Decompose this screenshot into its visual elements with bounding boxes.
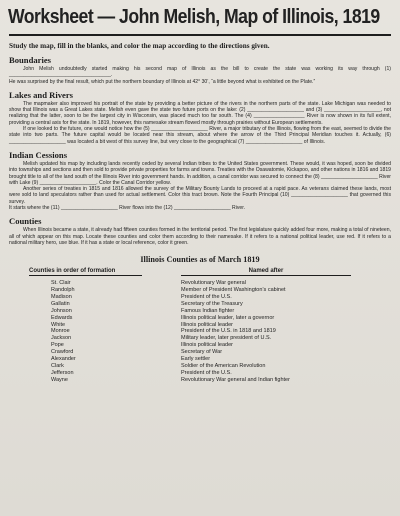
- named-after-list: [181, 280, 391, 383]
- county-namesake: Illinois political leader: [181, 321, 233, 328]
- county-namesake: Secretary of War: [181, 349, 223, 356]
- county-name: Madison: [51, 294, 72, 301]
- cessions-paragraph-2: Another series of treaties in 1815 and 1816 allowed the survey of the Military Bounty Lands to proceed at a rapid pace. As veterans claimed these lands, most were sold to land speculators rather than used for actual settlement. Color this tract brown. Note the Fourth Principal (10) ____________________ that governed this survey.: [9, 186, 391, 205]
- cessions-paragraph-1: Melish updated his map by including lands recently ceded by several Indian tribes to the United States government. These would, it was hoped, soon be divided into townships and sections and then sold to provide private properties for farms and towns. Treaties with the Osawatomie, Kickapoo, and other nations in 1816 and 1819 brought title to all of the land south of the Illinois River into government hands. In addition, a canal corridor was secured to connect the (8) ____________________ River with Lake (9) ____________________. Color the Canal Corridor yellow.: [9, 160, 391, 186]
- county-name: St. Clair: [51, 280, 71, 287]
- county-name: Jefferson: [51, 369, 74, 376]
- county-namesake: Military leader, later president of U.S.: [181, 335, 272, 342]
- lakes-paragraph-2: If one looked to the future, one would notice how the (5) ____________________ River, a major tributary of the Illinois, flowing from the east, seemed to divide the state into two parts. The future capital would be located near this stream, about where the arrow of the Third Principal Meridian touches it. Actually, (6) ____________________ was located a bit west of this survey line, but very close to the geographical (7) ____________________ of Illinois.: [9, 126, 391, 145]
- county-namesake: Revolutionary War general: [181, 280, 246, 287]
- county-name: Edwards: [51, 314, 73, 321]
- county-namesake: Member of President Washington’s cabinet: [181, 287, 286, 294]
- cessions-paragraph-3: It starts where the (11) ____________________ River flows into the (12) ____________________ River.: [9, 205, 246, 212]
- county-list: [29, 280, 179, 383]
- named-after-column: [179, 268, 391, 383]
- county-table: [9, 268, 391, 383]
- section-heading-indian-cessions: Indian Cessions: [9, 149, 68, 160]
- county-name: Gallatin: [51, 300, 70, 307]
- county-column: [9, 268, 179, 383]
- county-namesake: President of the U.S.: [181, 294, 232, 301]
- county-namesake: President of the U.S.: [181, 369, 232, 376]
- county-namesake: Illinois political leader: [181, 342, 233, 349]
- county-name: Johnson: [51, 307, 72, 314]
- county-name: Randolph: [51, 287, 75, 294]
- section-heading-boundaries: Boundaries: [9, 55, 52, 65]
- county-name: Crawford: [51, 349, 74, 356]
- title-bar: [9, 4, 391, 36]
- county-namesake: Early settler: [181, 356, 211, 363]
- worksheet-title: Worksheet — John Melish, Map of Illinois, 1819: [8, 5, 380, 28]
- counties-paragraph-1: When Illinois became a state, it already had fifteen counties formed in the territorial period. The first legislature quickly added four more, making a total of nineteen, all of which appear on this map. Locate these counties and color them according to their namesake. If it refers to a national political leader, use red. If it refers to a national military hero, use blue. If it has a state or local reference, color it green.: [9, 227, 391, 246]
- county-namesake: Soldier of the American Revolution: [181, 362, 266, 369]
- county-name: Jackson: [51, 335, 72, 342]
- section-heading-counties: Counties: [9, 216, 42, 227]
- boundaries-paragraph-1: John Melish undoubtedly started making his second map of Illinois as the bill to create the state was working its way through (1) ____________________________________.: [9, 66, 391, 79]
- county-namesake: Secretary of the Treasury: [181, 300, 243, 307]
- county-name: White: [51, 321, 66, 328]
- county-column-header: Counties in order of formation: [29, 268, 142, 276]
- county-name: Monroe: [51, 328, 70, 335]
- county-table-title: Illinois Counties as of March 1819: [140, 255, 260, 265]
- county-name: Pope: [51, 342, 64, 349]
- county-namesake: Illinois political leader, later a governor: [181, 314, 275, 321]
- county-name: Clark: [51, 362, 64, 369]
- county-namesake: Revolutionary War general and Indian fighter: [181, 376, 290, 383]
- named-after-column-header: Named after: [181, 268, 351, 276]
- county-name: Wayne: [51, 376, 68, 383]
- section-heading-lakes-rivers: Lakes and Rivers: [9, 89, 73, 100]
- intro-instructions: Study the map, fill in the blanks, and color the map according to the directions given.: [9, 42, 270, 50]
- lakes-paragraph-1: The mapmaker also improved his portrait of the state by providing a better picture of the rivers in the northern parts of the state. Lake Michigan was needed to show that Illinois was a Great Lakes state. Melish even gave the state two future ports on the lake: (2) ____________________ and (3) ____________________, not realizing that the latter, soon to be the largest city in Wisconsin, was placed much too far south. The (4) __________________ River is now shown in its full extent, providing a central axis for the state. In 1819, however, this namesake stream flowed mostly through prairies without European settlements.: [9, 100, 391, 126]
- county-namesake: Famous Indian fighter: [181, 307, 235, 314]
- boundaries-paragraph-2: He was surprised by the final result, which put the northern boundary of Illinois at 42° 30’, “a little beyond what is exhibited on the Plate.”: [9, 78, 316, 85]
- county-name: Alexander: [51, 356, 76, 363]
- county-namesake: President of the U.S. in 1818 and 1819: [181, 328, 276, 335]
